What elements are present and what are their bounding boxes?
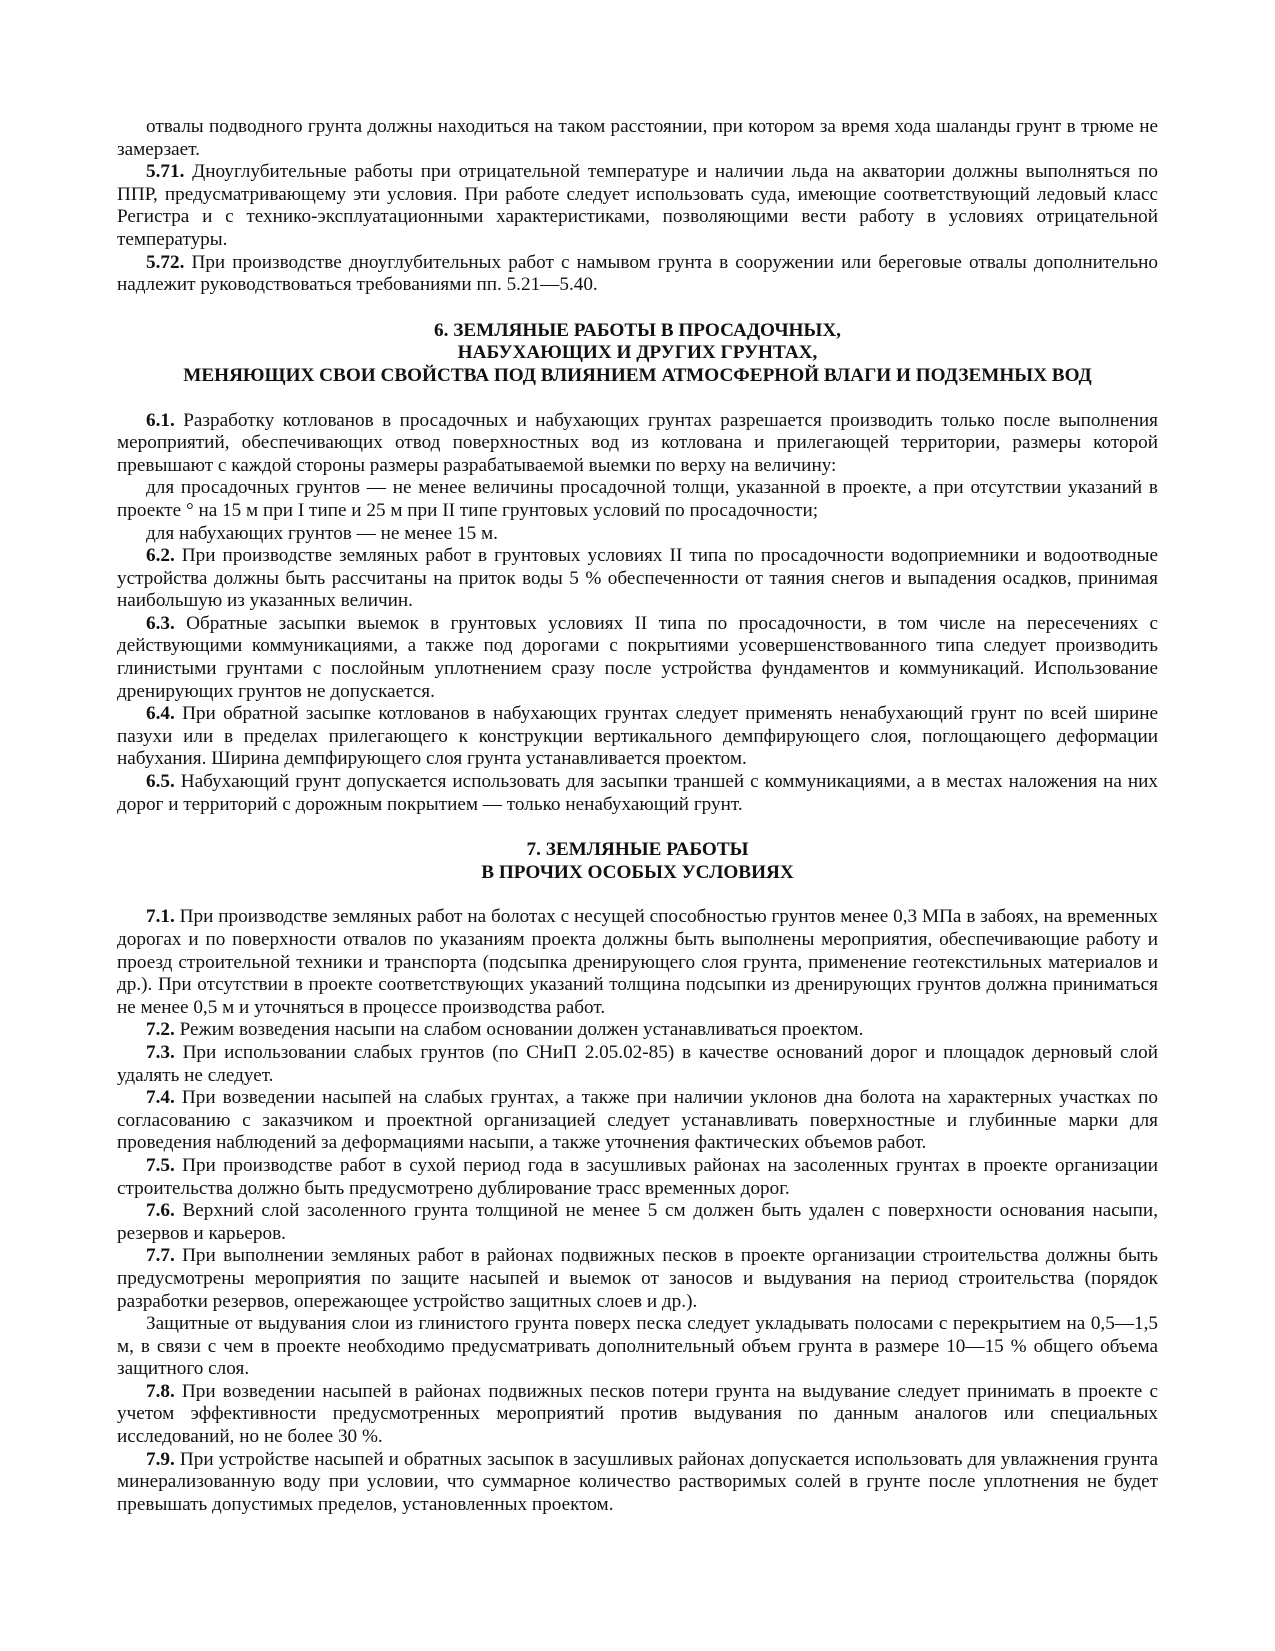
paragraph-7-9	[117, 1449, 1158, 1517]
paragraph-text: Верхний слой засоленного грунта толщиной не менее 5 см должен быть удален с поверхности основания насыпи, резервов и карьеров.	[117, 1200, 1158, 1244]
paragraph-6-5	[117, 771, 1158, 816]
heading-line: МЕНЯЮЩИХ СВОИ СВОЙСТВА ПОД ВЛИЯНИЕМ АТМОСФЕРНОЙ ВЛАГИ И ПОДЗЕМНЫХ ВОД	[183, 364, 1092, 386]
clause-number: 6.4.	[146, 703, 175, 725]
paragraph-text: Дноуглубительные работы при отрицательной температуре и наличии льда на акватории должны выполняться по ППР, предусматривающему эти условия. При работе следует использовать суда, имеющие соответствующий ледовый класс Регистра и с технико-эксплуатационными характеристиками, позволяющими вести работу в условиях отрицательной температуры.	[117, 161, 1158, 250]
paragraph-text: При производстве земляных работ на болотах с несущей способностью грунтов менее 0,3 МПа в забоях, на временных дорогах и по поверхности отвалов по указаниям проекта должны быть выполнены мероприятия, обеспечивающие работу и проезд строительной техники и транспорта (подсыпка дренирующего слоя грунта, применение геотекстильных материалов и др.). При отсутствии в проекте соответствующих указаний толщина подсыпки из дренирующих грунтов должна приниматься не менее 0,5 м и уточняться в процессе производства работ.	[117, 906, 1158, 1018]
clause-number: 7.9.	[146, 1448, 175, 1470]
clause-number: 7.7.	[146, 1245, 175, 1267]
section-heading-7	[117, 839, 1158, 884]
paragraph-text: При обратной засыпке котлованов в набухающих грунтах следует применять ненабухающий грунт по всей ширине пазухи или в пределах прилегающего к конструкции вертикального демпфирующего слоя, поглощающего деформации набухания. Ширина демпфирующего слоя грунта устанавливается проектом.	[117, 703, 1158, 770]
paragraph-text: отвалы подводного грунта должны находиться на таком расстоянии, при котором за время хода шаланды грунт в трюме не замерзает.	[117, 116, 1158, 160]
paragraph-text: При возведении насыпей в районах подвижных песков потери грунта на выдувание следует принимать в проекте с учетом эффективности предусмотренных мероприятий против выдувания по данным аналогов или специальных исследований, но не более 30 %.	[117, 1380, 1158, 1448]
paragraph-6-1-item-1	[117, 477, 1158, 522]
paragraph-text: Набухающий грунт допускается использовать для засыпки траншей с коммуникациями, а в местах наложения на них дорог и территорий с дорожным покрытием — только ненабухающий грунт.	[117, 771, 1158, 815]
paragraph-text: При производстве земляных работ в грунтовых условиях II типа по просадочности водоприемники и водоотводные устройства должны быть рассчитаны на приток воды 5 % обеспеченности от таяния снегов и выпадения осадков, принимая наибольшую из указанных величин.	[117, 545, 1158, 612]
clause-number: 7.5.	[146, 1154, 175, 1176]
paragraph-text: Обратные засыпки выемок в грунтовых условиях II типа по просадочности, в том числе на пересечениях с действующими коммуникациями, а также под дорогами с покрытиями усовершенствованного типа следует производить глинистыми грунтами с послойным уплотнением сразу после устройства фундаментов и коммуникаций. Использование дренирующих грунтов не допускается.	[117, 612, 1158, 702]
paragraph-continuation	[117, 116, 1158, 161]
paragraph-6-1-item-2	[117, 523, 1158, 546]
section-heading-6	[117, 320, 1158, 388]
clause-number: 6.2.	[146, 545, 175, 567]
paragraph-7-6	[117, 1200, 1158, 1245]
clause-number: 7.4.	[146, 1087, 175, 1109]
clause-number: 7.1.	[146, 906, 175, 928]
clause-number: 6.1.	[146, 409, 175, 431]
paragraph-6-1	[117, 410, 1158, 478]
paragraph-7-2	[117, 1019, 1158, 1042]
paragraph-text: При выполнении земляных работ в районах подвижных песков в проекте организации строительства должны быть предусмотрены мероприятия по защите насыпей и выемок от заносов и выдувания на период строительства (порядок разработки резервов, опережающее устройство защитных слоев и др.).	[117, 1245, 1158, 1312]
clause-number: 7.2.	[146, 1019, 175, 1041]
heading-line: 7. ЗЕМЛЯНЫЕ РАБОТЫ	[526, 839, 749, 861]
clause-number: 6.3.	[146, 612, 175, 634]
paragraph-7-1	[117, 906, 1158, 1019]
paragraph-7-5	[117, 1155, 1158, 1200]
heading-line: НАБУХАЮЩИХ И ДРУГИХ ГРУНТАХ,	[457, 342, 818, 364]
paragraph-6-4	[117, 703, 1158, 771]
paragraph-5-71	[117, 161, 1158, 251]
heading-line: 6. ЗЕМЛЯНЫЕ РАБОТЫ В ПРОСАДОЧНЫХ,	[434, 319, 841, 341]
paragraph-7-4	[117, 1087, 1158, 1155]
paragraph-text: Защитные от выдувания слои из глинистого грунта поверх песка следует укладывать полосами с перекрытием на 0,5—1,5 м, в связи с чем в проекте необходимо предусматривать дополнительный объем грунта в размере 10—15 % общего объема защитного слоя.	[117, 1313, 1158, 1380]
paragraph-text: При устройстве насыпей и обратных засыпок в засушливых районах допускается использовать для увлажнения грунта минерализованную воду при условии, что суммарное количество растворимых солей в грунте после уплотнения не будет превышать допустимых пределов, установленных проектом.	[117, 1448, 1158, 1515]
paragraph-text: При производстве работ в сухой период года в засушливых районах на засоленных грунтах в проекте организации строительства должно быть предусмотрено дублирование трасс временных дорог.	[117, 1154, 1158, 1199]
heading-line: В ПРОЧИХ ОСОБЫХ УСЛОВИЯХ	[481, 861, 794, 883]
paragraph-text: При производстве дноуглубительных работ с намывом грунта в сооружении или береговые отвалы дополнительно надлежит руководствоваться требованиями пп. 5.21—5.40.	[117, 251, 1158, 296]
clause-number: 6.5.	[146, 771, 175, 793]
paragraph-text: Режим возведения насыпи на слабом основании должен устанавливаться проектом.	[174, 1019, 864, 1041]
paragraph-text: для набухающих грунтов — не менее 15 м.	[146, 522, 498, 544]
clause-number: 7.8.	[146, 1380, 175, 1402]
paragraph-7-8	[117, 1381, 1158, 1449]
paragraph-7-7-continuation	[117, 1313, 1158, 1381]
paragraph-7-3	[117, 1042, 1158, 1087]
clause-number: 5.72.	[146, 251, 185, 273]
clause-number: 7.3.	[146, 1041, 175, 1063]
paragraph-5-72	[117, 252, 1158, 297]
paragraph-text: для просадочных грунтов — не менее величины просадочной толщи, указанной в проекте, а при отсутствии указаний в проекте ° на 15 м при I типе и 25 м при II типе грунтовых условий по просадочности;	[117, 477, 1158, 521]
paragraph-text: Разработку котлованов в просадочных и набухающих грунтах разрешается производить только после выполнения мероприятий, обеспечивающих отвод поверхностных вод из котлована и прилегающей территории, размеры которой превышают с каждой стороны размеры разрабатываемой выемки по верху на величину:	[117, 409, 1158, 476]
paragraph-6-2	[117, 545, 1158, 613]
paragraph-7-7	[117, 1245, 1158, 1313]
clause-number: 7.6.	[146, 1200, 175, 1222]
paragraph-text: При возведении насыпей на слабых грунтах, а также при наличии уклонов дна болота на характерных участках по согласованию с заказчиком и проектной организацией следует устанавливать поверхностные и глубинные марки для проведения наблюдений за деформациями насыпи, а также уточнения фактических объемов работ.	[117, 1087, 1158, 1154]
paragraph-text: При использовании слабых грунтов (по СНиП 2.05.02-85) в качестве оснований дорог и площадок дерновый слой удалять не следует.	[117, 1041, 1158, 1086]
clause-number: 5.71.	[146, 161, 185, 183]
paragraph-6-3	[117, 613, 1158, 703]
